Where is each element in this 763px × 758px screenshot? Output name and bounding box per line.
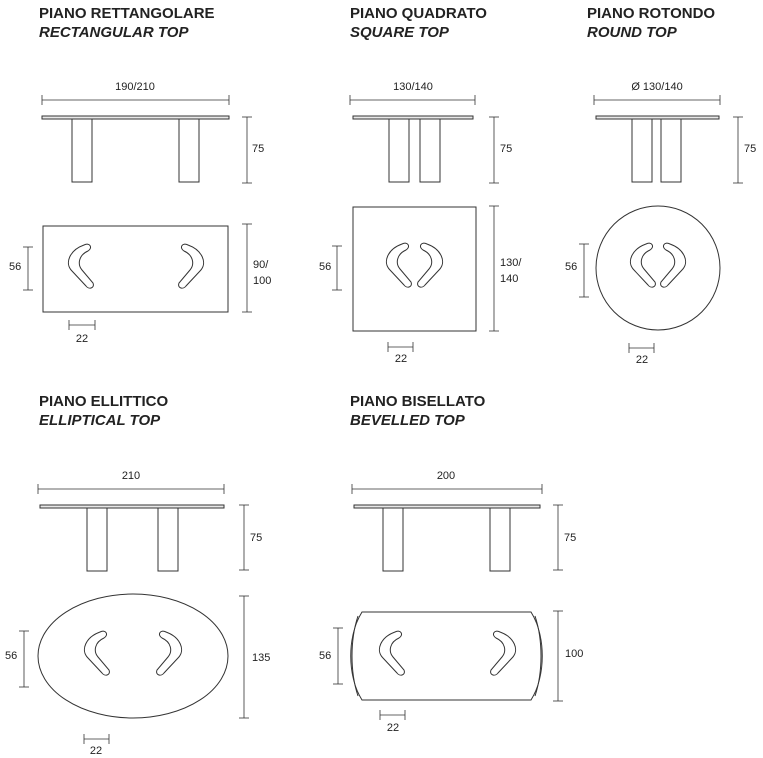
round-drawing <box>565 81 756 366</box>
rect-bracket-left <box>68 244 93 288</box>
title-bevelled-en: BEVELLED TOP <box>350 412 465 429</box>
ellip-bracket-left <box>84 631 109 675</box>
bevel-leg-width-label: 22 <box>386 722 400 734</box>
round-tabletop-side <box>596 116 719 119</box>
rect-height-label: 75 <box>252 143 265 155</box>
ellip-tabletop-plan <box>38 594 228 718</box>
rectangular-drawing <box>9 81 271 345</box>
rect-tabletop-side <box>42 116 229 119</box>
square-depth-label-b: 140 <box>500 273 519 285</box>
title-elliptical-it: PIANO ELLITTICO <box>39 393 169 410</box>
square-height-label: 75 <box>500 143 513 155</box>
square-tabletop-plan <box>353 207 476 331</box>
title-elliptical-en: ELLIPTICAL TOP <box>39 412 161 429</box>
ellip-height-label: 75 <box>250 532 263 544</box>
bevel-edge-right <box>535 616 541 696</box>
bevel-leg-left <box>383 508 403 571</box>
square-depth-label-a: 130/ <box>500 257 522 269</box>
ellip-leg-width-label: 22 <box>89 745 103 757</box>
round-tabletop-plan <box>596 206 720 330</box>
square-bracket-right <box>418 243 443 287</box>
square-leg-spacing-label: 56 <box>319 261 332 273</box>
rect-leg-left <box>72 119 92 182</box>
rect-leg-width-label: 22 <box>75 333 89 345</box>
round-bracket-right <box>661 243 686 287</box>
elliptical-drawing <box>5 470 270 757</box>
bevel-height-label: 75 <box>564 532 577 544</box>
round-height-label: 75 <box>744 143 757 155</box>
round-leg-right <box>661 119 681 182</box>
title-rectangular-it: PIANO RETTANGOLARE <box>39 5 215 22</box>
bevel-bracket-left <box>379 631 404 675</box>
bevel-tabletop-side <box>354 505 540 508</box>
ellip-depth-label: 135 <box>252 652 271 664</box>
round-leg-spacing-label: 56 <box>565 261 578 273</box>
square-drawing <box>319 81 522 365</box>
square-leg-width-label: 22 <box>394 353 408 365</box>
ellip-length-label: 210 <box>121 470 141 482</box>
square-length-label: 130/140 <box>393 81 433 93</box>
ellip-tabletop-side <box>40 505 224 508</box>
ellip-leg-left <box>87 508 107 571</box>
round-leg-width-label: 22 <box>635 354 649 366</box>
round-bracket-left <box>630 243 655 287</box>
rect-depth-label-a: 90/ <box>253 259 269 271</box>
bevelled-drawing <box>319 470 583 734</box>
bevel-leg-spacing-label: 56 <box>319 650 332 662</box>
title-round-it: PIANO ROTONDO <box>587 5 716 22</box>
ellip-bracket-right <box>157 631 182 675</box>
title-square-it: PIANO QUADRATO <box>350 5 487 22</box>
bevel-length-label: 200 <box>436 470 456 482</box>
round-leg-left <box>632 119 652 182</box>
title-rectangular-en: RECTANGULAR TOP <box>39 24 189 41</box>
ellip-leg-right <box>158 508 178 571</box>
square-bracket-left <box>386 243 411 287</box>
square-leg-left <box>389 119 409 182</box>
bevel-leg-right <box>490 508 510 571</box>
rect-leg-right <box>179 119 199 182</box>
rect-bracket-right <box>179 244 204 288</box>
bevel-bracket-right <box>491 631 516 675</box>
square-tabletop-side <box>353 116 473 119</box>
ellip-leg-spacing-label: 56 <box>5 650 18 662</box>
rect-length-label: 190/210 <box>115 81 155 93</box>
title-square-en: SQUARE TOP <box>350 24 449 41</box>
rect-leg-spacing-label: 56 <box>9 261 22 273</box>
square-leg-right <box>420 119 440 182</box>
bevel-edge-left <box>352 616 358 696</box>
round-length-label: Ø 130/140 <box>631 81 683 93</box>
rect-depth-label-b: 100 <box>253 275 272 287</box>
bevel-depth-label: 100 <box>565 648 584 660</box>
title-round-en: ROUND TOP <box>587 24 677 41</box>
title-bevelled-it: PIANO BISELLATO <box>350 393 486 410</box>
